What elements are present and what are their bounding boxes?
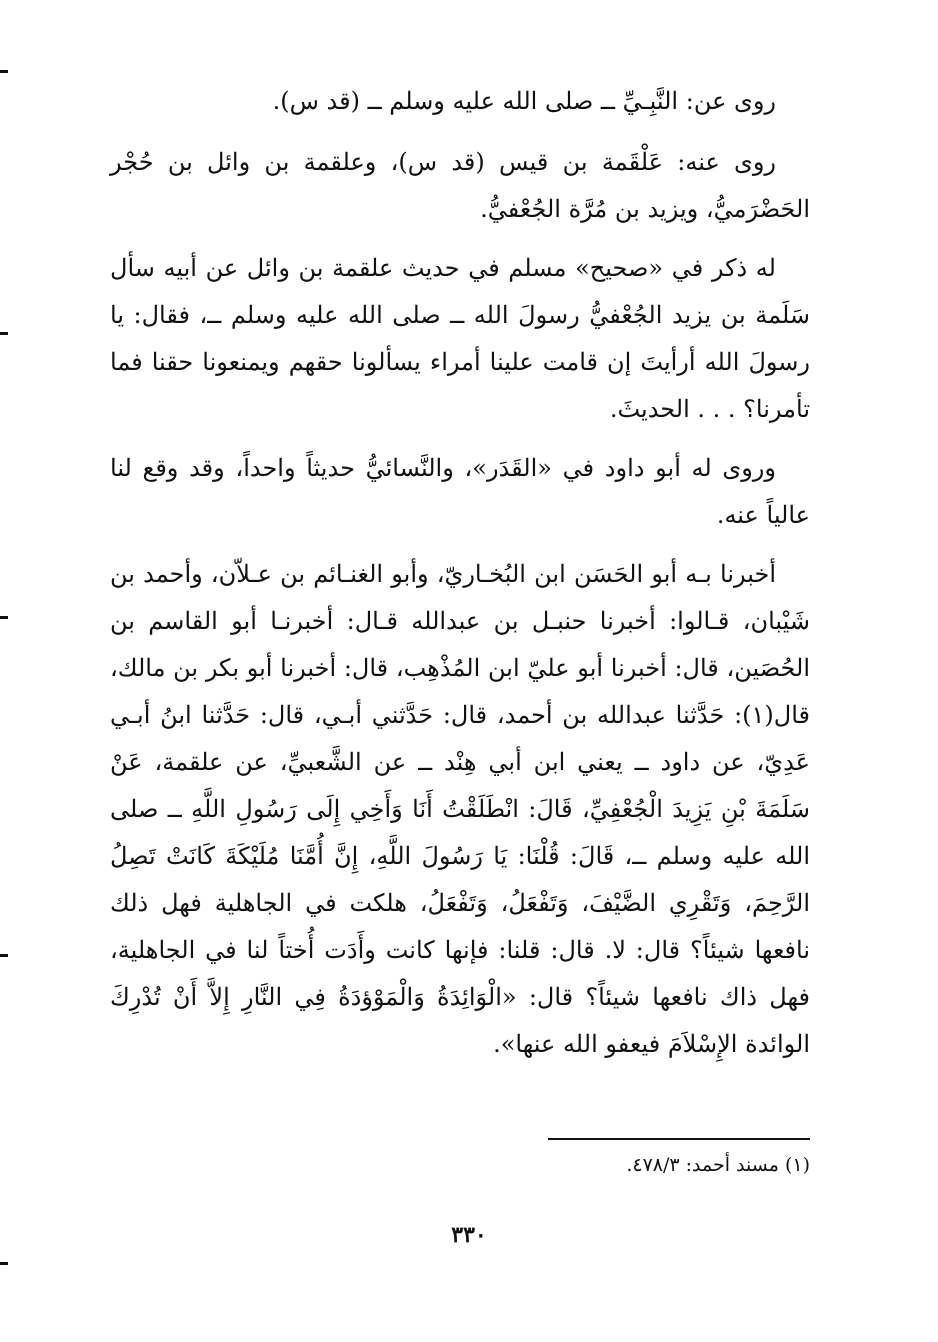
margin-mark (0, 70, 8, 73)
margin-mark (0, 616, 8, 619)
paragraph-hadith-chain: أخبرنا بـه أبو الحَسَن ابن البُخـاريّ، وأبو الغنـائم بن عـلاّن، وأحمد بن شَيْبان، قـالوا: أخبرنا حنبـل بن عبدالله قـال: أخبرنـا أبو القاسم بن الحُصَين، قال: أخبرنا أبو عليّ ابن المُذْهِب، قال: أخبرنا أبو بكر بن مالك، قال(١): حَدَّثنا عبدالله بن أحمد، قال: حَدَّثني أبـي، قال: حَدَّثنا ابنُ أبـي عَدِيّ، عن داود ــ يعني ابن أبي هِنْد ــ عن الشَّعبيِّ، عن علقمة، عَنْ سَلَمَةَ بْنِ يَزِيدَ الْجُعْفِيِّ، قَالَ: انْطَلَقْتُ أَنَا وَأَخِي إِلَى رَسُولِ اللَّهِ ــ صلى الله عليه وسلم ــ، قَالَ: قُلْنَا: يَا رَسُولَ اللَّهِ، إِنَّ أُمَّنَا مُلَيْكَةَ كَانَتْ تَصِلُ الرَّحِمَ، وَتَقْرِي الضَّيْفَ، وَتَفْعَلُ، وَتَفْعَلُ، هلكت في الجاهلية فهل ذلك نافعها شيئاً؟ قال: لا. قال: قلنا: فإنها كانت وأَدَت أُختاً لنا في الجاهلية، فهل ذاك نافعها شيئاً؟ قال: «الْوَائِدَةُ وَالْمَوْؤدَةُ فِي النَّارِ إِلاَّ أَنْ تُدْرِكَ الوائدة الإِسْلاَمَ فيعفو الله عنها». (110, 560, 810, 1058)
paragraph-narrated-from: روى عن: النَّبِـيِّ ــ صلى الله عليه وسلم ــ (قد س). (272, 87, 776, 115)
footnote-divider (548, 1138, 810, 1140)
margin-mark (0, 1262, 8, 1265)
paragraph-narrated-by: روى عنه: عَلْقَمة بن قيس (قد س)، وعلقمة بن وائل بن حُجْر الحَضْرَميُّ، ويزيد بن مُرَّة الجُعْفيُّ. (110, 148, 810, 223)
margin-mark (0, 954, 8, 957)
footnote: (١) مسند أحمد: ٤٧٨/٣. (626, 1154, 810, 1176)
page-body (110, 78, 810, 1080)
margin-mark (0, 332, 8, 335)
paragraph-sahih-mention: له ذكر في «صحيح» مسلم في حديث علقمة بن وائل عن أبيه سأل سَلَمة بن يزيد الجُعْفيُّ رسولَ الله ــ صلى الله عليه وسلم ــ، فقال: يا رسولَ الله أرأيتَ إن قامت علينا أمراء يسألونا حقهم ويمنعونا حقنا فما تأمرنا؟ . . . الحديثَ. (110, 254, 810, 423)
page-number: ٣٣٠ (451, 1222, 487, 1248)
paragraph-abu-dawud: وروى له أبو داود في «القَدَر»، والنَّسائيُّ حديثاً واحداً، وقد وقع لنا عالياً عنه. (110, 454, 810, 529)
